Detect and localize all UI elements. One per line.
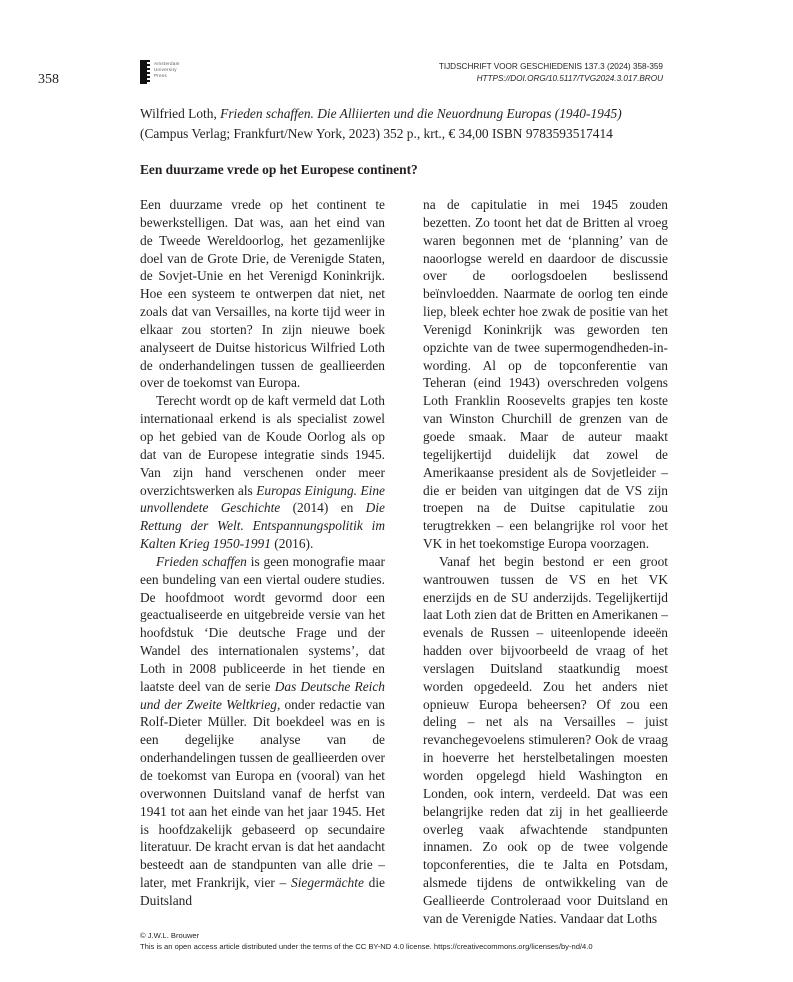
text-run: Terecht wordt op de kaft vermeld dat Loth internationaal erkend is als specialist zowel op het gebied van de Koude Oorlog als op dat van de Europese integratie sinds 1945. Van zijn hand verschenen onder meer overzichtswerken als — [140, 393, 385, 498]
italic-title: Frieden schaffen — [156, 553, 247, 569]
text-run: die Duitsland — [140, 875, 385, 908]
amsterdam-university-press-logo-icon — [140, 60, 148, 84]
text-run: is geen monografie maar een bundeling van een viertal oudere studies. De hoofdmoot wordt gevormd door een geactualiseerde en uitgebreide versie van het hoofdstuk ‘Die deutsche Frage und der Wandel des internationalen systems’, dat Loth in 2008 publiceerde in het tiende en laatste deel van de serie — [140, 553, 385, 694]
citation-years: (1940-1945) — [551, 106, 622, 121]
text-run: (2014) en — [280, 500, 366, 516]
italic-title: Die Rettung der Welt. Entspannungspolitik im Kalten Krieg 1950-1991 — [140, 500, 385, 552]
left-column — [140, 196, 385, 910]
publisher-line: Amsterdam — [154, 61, 180, 66]
citation-publication-details: (Campus Verlag; Frankfurt/New York, 2023) 352 p., krt., € 34,00 ISBN 9783593517414 — [140, 126, 613, 141]
right-column — [423, 196, 668, 928]
publisher-line: University — [154, 67, 177, 72]
license-notice: This is an open access article distributed under the terms of the CC BY-ND 4.0 license. https://creativecommons.org/licenses/by-nd/4.0 — [140, 942, 593, 951]
doi-link[interactable]: HTTPS://DOI.ORG/10.5117/TVG2024.3.017.BROU — [476, 74, 663, 83]
publisher-name — [154, 61, 180, 79]
page-number: 358 — [38, 72, 59, 87]
paragraph: Vanaf het begin bestond er een groot wantrouwen tussen de VS en het VK enerzijds en de SU anderzijds. Tegelijkertijd laat Loth zien dat de Britten en Amerikanen – evenals de Russen – uiteenlopende ideeën hadden over bijvoorbeeld de vraag of het verslagen Duitsland staatkundig moest worden opgedeeld. Zou het anders niet opnieuw Europa beheersen? Of zou een deling – net als na Versailles – juist revanchegevoelens stimuleren? Ook de vraag in hoeverre het herstelbetalingen moesten worden opgelegd hield Washington en Londen, ook intern, verdeeld. Dat was een belangrijke reden dat zij in het geallieerde overleg vaak afwachtende standpunten innamen. Zo ook op de twee volgende topconferenties, die te Jalta en Potsdam, alsmede tijdens de ontwikkeling van de Geallieerde Controleraad voor Duitsland en van de Verenigde Naties. Vandaar dat Loths — [423, 553, 668, 926]
journal-header — [439, 61, 663, 85]
text-run: , onder redactie van Rolf-Dieter Müller. Dit boekdeel was en is een degelijke analyse van de onderhandelingen tussen de geallieerden over de toekomst van Europa en (vooral) van het overwonnen Duitsland vanaf de herfst van 1941 tot aan het einde van het jaar 1945. Het is hoofdzakelijk gebaseerd op secundaire literatuur. De kracht ervan is dat het aandacht besteedt aan de standpunten van alle drie – later, met Frankrijk, vier – — [140, 696, 385, 891]
paragraph — [140, 553, 385, 910]
citation-title: Frieden schaffen. Die Alliierten und die Neuordnung Europas — [220, 106, 552, 121]
text-run: (2016). — [270, 536, 314, 552]
paragraph — [140, 392, 385, 553]
review-heading: Een duurzame vrede op het Europese continent? — [140, 162, 418, 177]
footer — [140, 930, 593, 952]
publisher-line: Press — [154, 73, 168, 78]
italic-term: Siegermächte — [291, 875, 364, 891]
paragraph: na de capitulatie in mei 1945 zouden bezetten. Zo toont het dat de Britten al vroeg waren begonnen met de ‘planning’ van de naoorlogse wereld en daardoor de discussie over de oorlogsdoelen beslissend beïnvloedden. Naarmate de oorlog ten einde liep, bleek echter hoe zwak de positie van het Verenigd Koninkrijk was geworden ten opzichte van de twee supermogendheden-in-wording. Al op de topconferentie van Teheran (eind 1943) overschreden volgens Loth Franklin Roosevelts grapjes ten koste van Winston Churchill de grenzen van de goede smaak. Maar de auteur maakt tegelijkertijd duidelijk dat zowel de Amerikaanse president als de Sovjetleider – die er beiden van uitgingen dat de VS zijn troepen na de Duitse capitulatie zou terugtrekken – een belangrijke rol voor het VK in het toekomstige Europa voorzagen. — [423, 197, 668, 552]
citation-author: Wilfried Loth, — [140, 106, 221, 121]
journal-title: TIJDSCHRIFT VOOR GESCHIEDENIS 137.3 (2024) 358-359 — [438, 62, 663, 71]
copyright: © J.W.L. Brouwer — [140, 931, 200, 940]
publisher-logo — [140, 60, 180, 84]
italic-title: Das Deutsche Reich und der Zweite Weltkrieg — [140, 678, 386, 712]
italic-title: Europas Einigung. Eine unvollendete Geschichte — [140, 482, 385, 516]
book-citation — [140, 104, 670, 144]
paragraph: Een duurzame vrede op het continent te bewerkstelligen. Dat was, aan het eind van de Tweede Wereldoorlog, het gezamenlijke doel van de Grote Drie, de Verenigde Staten, de Sovjet-Unie en het Verenigd Koninkrijk. Hoe een systeem te ontwerpen dat niet, net zoals dat van Versailles, na korte tijd weer in elkaar zou storten? In zijn nieuwe boek analyseert de Duitse historicus Wilfried Loth de onderhandelingen tussen de geallieerden over de toekomst van Europa. — [140, 197, 385, 391]
